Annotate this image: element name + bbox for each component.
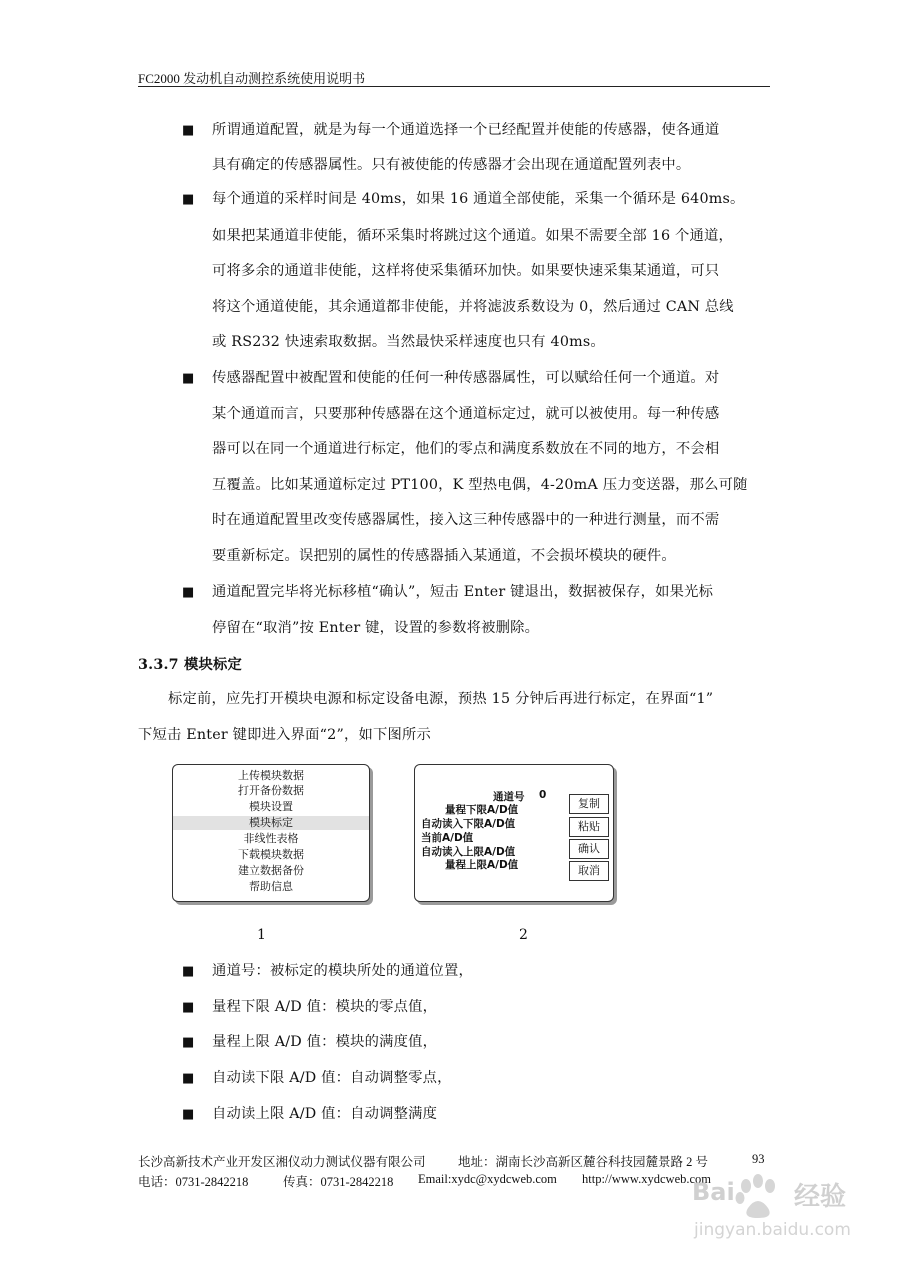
range-high-ad: 量程上限A/D值 [445, 859, 519, 871]
bullet-glyph: ■ [182, 1071, 195, 1086]
channel-label: 通道号 [493, 791, 525, 803]
paragraph-line: 通道配置完毕将光标移植“确认”，短击 Enter 键退出，数据被保存，如果光标 [212, 584, 714, 600]
menu-item-settings[interactable]: 模块设置 [249, 800, 293, 813]
paragraph-line: 传感器配置中被配置和使能的任何一种传感器属性，可以赋给任何一个通道。对 [212, 370, 720, 386]
definition-line: 通道号：被标定的模块所处的通道位置， [212, 963, 473, 979]
auto-read-high-ad[interactable]: 自动读入上限A/D值 [421, 846, 516, 858]
menu-item-upload[interactable]: 上传模块数据 [238, 769, 304, 782]
footer-page-number: 93 [752, 1152, 765, 1166]
footer-url: http://www.xydcweb.com [582, 1172, 712, 1186]
confirm-button[interactable]: 确认 [569, 839, 609, 859]
watermark-site: jingyan.baidu.com [694, 1220, 851, 1240]
cancel-button[interactable]: 取消 [569, 861, 609, 881]
menu-item-help[interactable]: 帮助信息 [249, 880, 293, 893]
figure-caption-1: 1 [257, 927, 266, 943]
section-number: 3.3.7 [138, 657, 179, 673]
figure-caption-2: 2 [519, 927, 528, 943]
bullet-glyph: ■ [182, 1107, 195, 1122]
bullet-glyph: ■ [182, 964, 195, 979]
definition-line: 自动读上限 A/D 值：自动调整满度 [212, 1106, 438, 1122]
footer-phone: 电话：0731-2842218 [138, 1175, 249, 1189]
menu-item-download[interactable]: 下载模块数据 [238, 848, 304, 861]
bullet-glyph: ■ [182, 1035, 195, 1050]
document-header: FC2000 发动机自动测控系统使用说明书 [138, 71, 366, 86]
footer-company: 长沙高新技术产业开发区湘仪动力测试仪器有限公司 [138, 1155, 426, 1169]
current-ad: 当前A/D值 [421, 832, 474, 844]
menu-item-open-backup[interactable]: 打开备份数据 [238, 784, 304, 797]
menu-item-calibrate[interactable]: 模块标定 [173, 816, 369, 830]
definition-line: 量程下限 A/D 值：模块的零点值， [212, 999, 438, 1015]
bullet-glyph: ■ [182, 1000, 195, 1015]
paste-button[interactable]: 粘贴 [569, 817, 609, 837]
menu-item-backup[interactable]: 建立数据备份 [238, 864, 304, 877]
copy-button[interactable]: 复制 [569, 794, 609, 814]
watermark-brand-cn: 经验 [794, 1182, 847, 1212]
paragraph-line: 具有确定的传感器属性。只有被使能的传感器才会出现在通道配置列表中。 [212, 157, 691, 173]
bullet-glyph: ■ [182, 585, 195, 600]
paragraph-line: 要重新标定。误把别的属性的传感器插入某通道，不会损坏模块的硬件。 [212, 548, 676, 564]
screen-2-calibration [414, 764, 614, 902]
menu-item-nonlinear[interactable]: 非线性表格 [243, 832, 299, 845]
definition-line: 自动读下限 A/D 值：自动调整零点， [212, 1070, 452, 1086]
intro-line: 下短击 Enter 键即进入界面“2”，如下图所示 [138, 727, 431, 743]
screen-1-menu [172, 764, 370, 902]
bullet-glyph: ■ [182, 371, 195, 386]
footer-fax: 传真：0731-2842218 [283, 1175, 394, 1189]
paragraph-line: 每个通道的采样时间是 40ms，如果 16 通道全部使能，采集一个循环是 640ms。 [212, 191, 745, 207]
paragraph-line: 所谓通道配置，就是为每一个通道选择一个已经配置并使能的传感器，使各通道 [212, 122, 720, 138]
footer-address: 地址：湖南长沙高新区麓谷科技园麓景路 2 号 [458, 1155, 709, 1169]
bullet-glyph: ■ [182, 192, 195, 207]
bullet-glyph: ■ [182, 123, 195, 138]
paragraph-line: 停留在“取消”按 Enter 键，设置的参数将被删除。 [212, 620, 540, 636]
definition-line: 量程上限 A/D 值：模块的满度值， [212, 1034, 438, 1050]
auto-read-low-ad[interactable]: 自动读入下限A/D值 [421, 818, 516, 830]
paragraph-line: 如果把某通道非使能，循环采集时将跳过这个通道。如果不需要全部 16 个通道， [212, 228, 733, 244]
range-low-ad: 量程下限A/D值 [445, 804, 519, 816]
section-heading [138, 654, 242, 674]
footer-email: Email:xydc@xydcweb.com [418, 1172, 557, 1186]
paragraph-line: 时在通道配置里改变传感器属性，接入这三种传感器中的一种进行测量，而不需 [212, 512, 720, 528]
baidu-jingyan-watermark [690, 1164, 890, 1274]
intro-line: 标定前，应先打开模块电源和标定设备电源，预热 15 分钟后再进行标定，在界面“1” [168, 691, 714, 707]
section-title: 模块标定 [184, 657, 242, 673]
watermark-brand: Bai [692, 1178, 735, 1206]
paragraph-line: 或 RS232 快速索取数据。当然最快采样速度也只有 40ms。 [212, 334, 605, 350]
paragraph-line: 将这个通道使能，其余通道都非使能，并将滤波系数设为 0，然后通过 CAN 总线 [212, 299, 734, 315]
paragraph-line: 互覆盖。比如某通道标定过 PT100，K 型热电偶，4-20mA 压力变送器，那么可随 [212, 477, 748, 493]
channel-value[interactable]: 0 [539, 789, 547, 801]
paragraph-line: 某个通道而言，只要那种传感器在这个通道标定过，就可以被使用。每一种传感 [212, 406, 720, 422]
paragraph-line: 器可以在同一个通道进行标定，他们的零点和满度系数放在不同的地方，不会相 [212, 441, 720, 457]
paragraph-line: 可将多余的通道非使能，这样将使采集循环加快。如果要快速采集某通道，可只 [212, 263, 720, 279]
header-rule [138, 86, 770, 87]
